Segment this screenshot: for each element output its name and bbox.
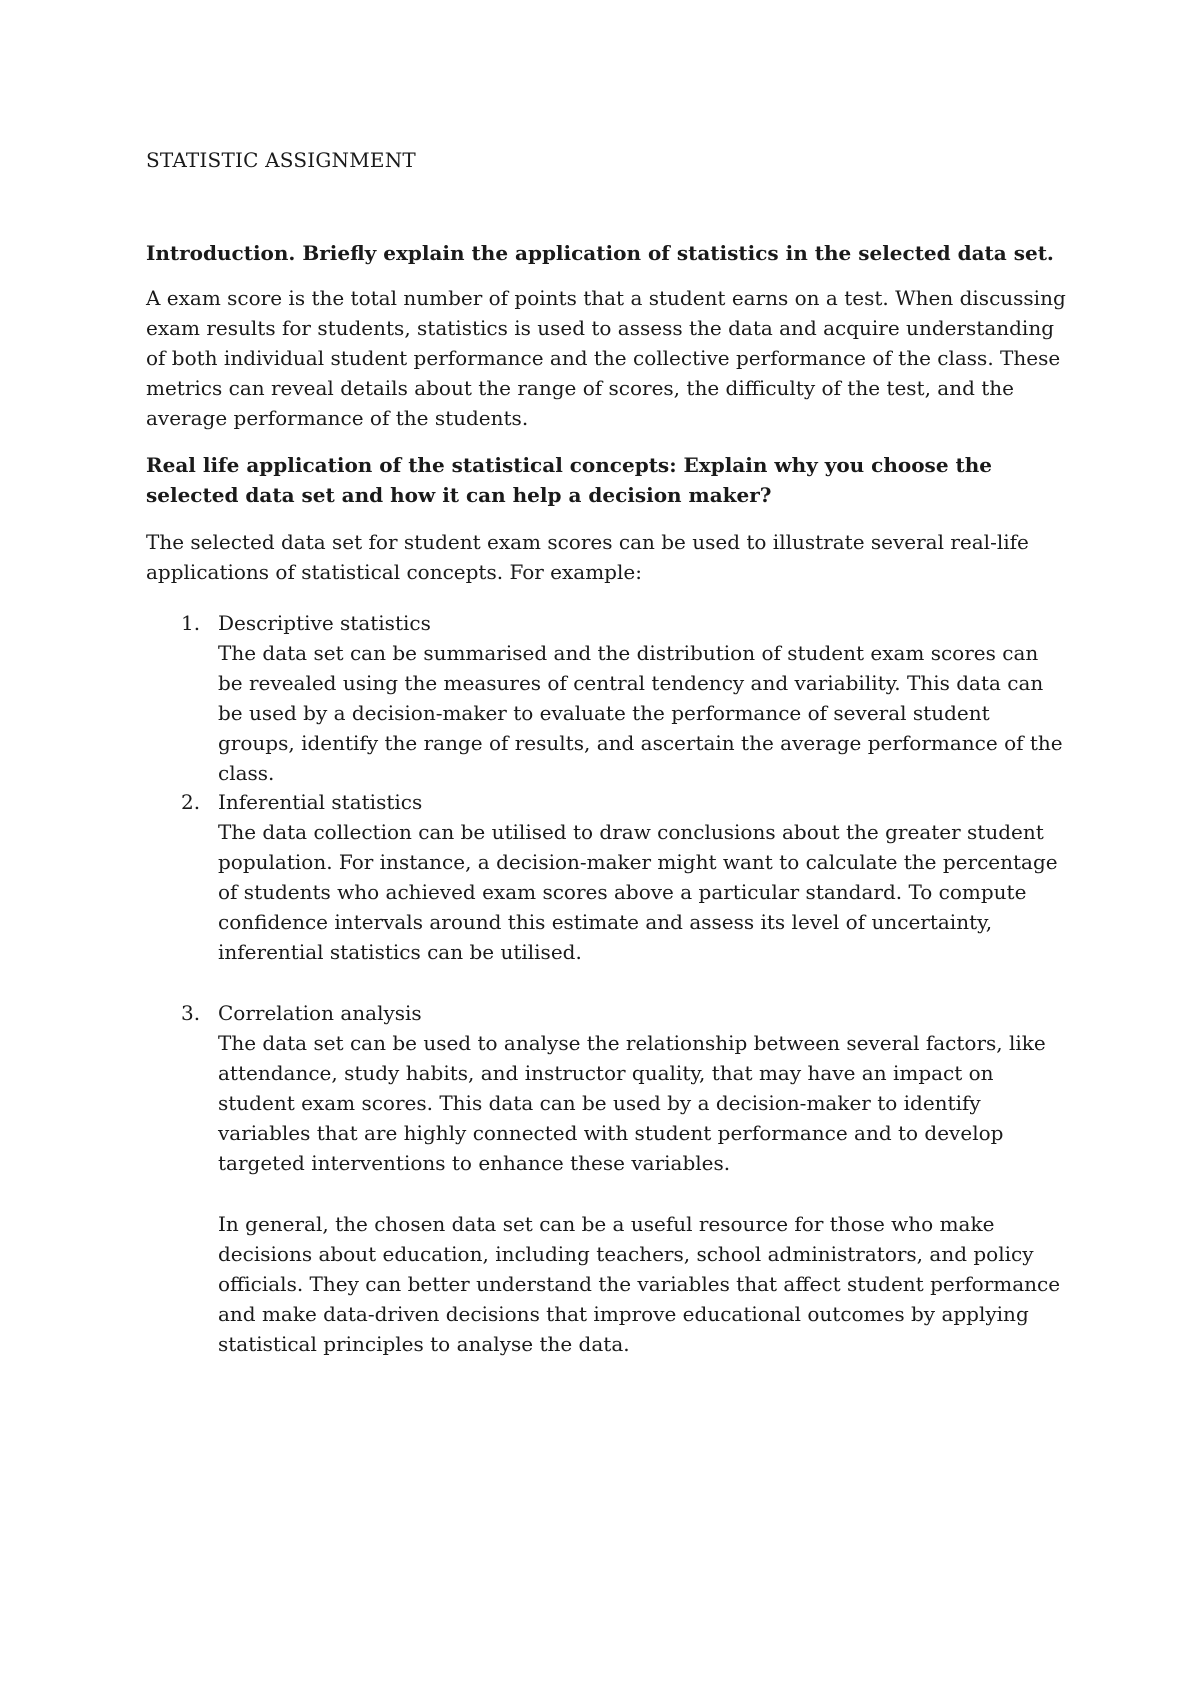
list-item-number: 3. — [181, 1001, 201, 1025]
list-item-text: The data set can be summarised and the distribution of student exam scores can be revealed using the measures of central tendency and variability. This data can be used by a decision-maker to evaluate the performance of several student groups, identify the range of results, and ascertain the average performance of the class. — [218, 641, 1063, 785]
list-item-title: Descriptive statistics — [218, 611, 431, 635]
list-item-number: 1. — [181, 611, 201, 635]
list-item-title: Correlation analysis — [218, 1001, 422, 1025]
list-item-number: 2. — [181, 790, 201, 814]
intro-heading: Introduction. Briefly explain the application of statistics in the selected data set. — [146, 241, 1054, 265]
real-life-paragraph: The selected data set for student exam scores can be used to illustrate several real-life applications of statistical concepts. For example: — [146, 530, 1029, 584]
list-item-text: The data collection can be utilised to draw conclusions about the greater student population. For instance, a decision-maker might want to calculate the percentage of students who achieved exam scores above a particular standard. To compute confidence intervals around this estimate and assess its level of uncertainty, inferential statistics can be utilised. — [218, 820, 1058, 964]
list-item-body — [218, 998, 1066, 1178]
document-title: STATISTIC ASSIGNMENT — [146, 148, 416, 172]
closing-paragraph: In general, the chosen data set can be a useful resource for those who make decisions about education, including teachers, school administrators, and policy officials. They can better understand the variables that affect student performance and make data-driven decisions that improve educational outcomes by applying statistical principles to analyse the data. — [218, 1212, 1061, 1356]
real-life-heading: Real life application of the statistical concepts: Explain why you choose the selected data set and how it can help a decision maker? — [146, 453, 993, 507]
list-item-text: The data set can be used to analyse the relationship between several factors, like attendance, study habits, and instructor quality, that may have an impact on student exam scores. This data can be used by a decision-maker to identify variables that are highly connected with student performance and to develop targeted interventions to enhance these variables. — [218, 1031, 1046, 1175]
list-item-body — [218, 787, 1066, 967]
list-item-title: Inferential statistics — [218, 790, 423, 814]
intro-paragraph: A exam score is the total number of points that a student earns on a test. When discussing exam results for students, statistics is used to assess the data and acquire understanding of both individual student performance and the collective performance of the class. These metrics can reveal details about the range of scores, the difficulty of the test, and the average performance of the students. — [146, 286, 1066, 430]
list-item-body — [218, 608, 1066, 788]
